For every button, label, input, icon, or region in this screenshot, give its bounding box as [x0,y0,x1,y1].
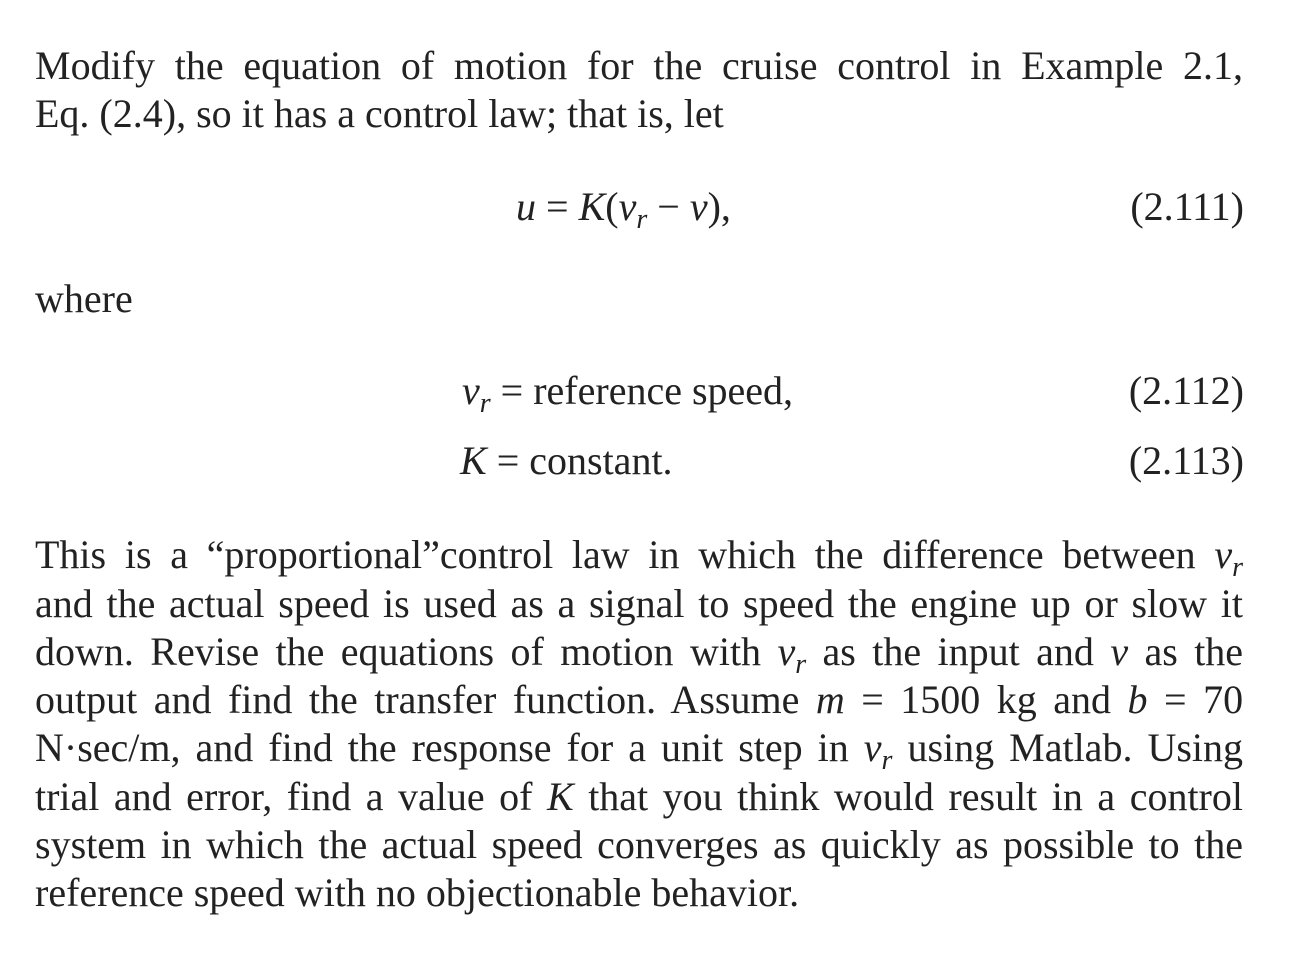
paragraph-line-3: down. Revise the equations of motion with $v_r$ as the input and v as the [35,629,1244,680]
paragraph-line-8: reference speed with no objectionable behavior. [35,870,800,915]
paragraph-line-1: This is a “proportional”control law in which the difference between $v_r$ [35,532,1243,583]
equation-2-113 [0,436,1312,486]
paragraph-line-7: system in which the actual speed converges as quickly as possible to the [35,822,1243,867]
equation-2-111-body: $u = K(v_r - v)$, [516,184,731,235]
paragraph-line-5: N·sec/m, and find the response for a unit step in $v_r$ using Matlab. Using [35,725,1244,776]
intro-line-1: Modify the equation of motion for the cruise control in Example 2.1, [35,43,1243,88]
equation-number-2-111: (2.111) [1130,184,1244,229]
equation-2-111 [0,182,1312,235]
equation-number-2-112: (2.112) [1128,368,1244,413]
where-label: where [35,276,133,321]
equation-2-112 [0,366,1312,419]
paragraph-line-6: trial and error, find a value of K that you think would result in a control [35,774,1243,819]
paragraph-line-4: output and find the transfer function. Assume m = 1500 kg and b = 70 [35,677,1244,722]
equation-2-113-body: K = constant. [460,438,673,483]
equation-2-112-body: $v_r$ = reference speed, [462,368,794,419]
intro-line-2: Eq. (2.4), so it has a control law; that is, let [35,91,724,136]
equation-number-2-113: (2.113) [1128,438,1244,483]
paragraph-line-2: and the actual speed is used as a signal to speed the engine up or slow it [35,581,1243,626]
